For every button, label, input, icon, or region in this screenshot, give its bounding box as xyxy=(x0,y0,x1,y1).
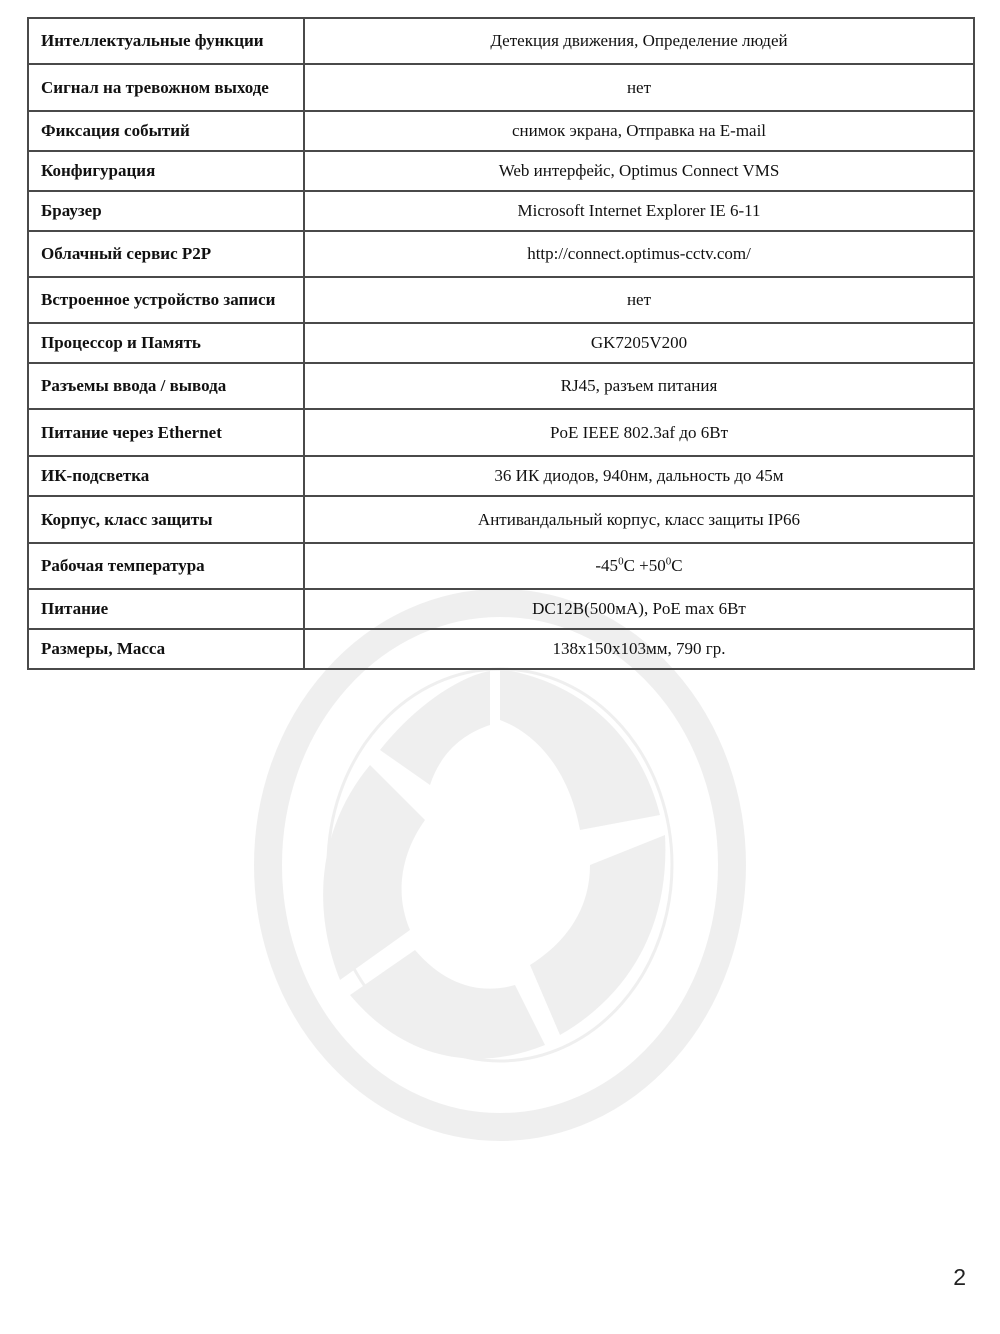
spec-value: GK7205V200 xyxy=(304,323,974,363)
spec-label: Питание xyxy=(28,589,304,629)
spec-label: Процессор и Память xyxy=(28,323,304,363)
table-row xyxy=(28,191,974,231)
degree-sup: 0 xyxy=(665,555,672,568)
degree-sup: 0 xyxy=(618,555,624,568)
spec-value: нет xyxy=(304,64,974,111)
spec-value-temperature xyxy=(304,543,974,589)
temp-unit: C xyxy=(623,556,635,575)
spec-label: Облачный сервис P2P xyxy=(28,231,304,277)
temp-unit: C xyxy=(671,556,683,575)
spec-label: Фиксация событий xyxy=(28,111,304,151)
table-row xyxy=(28,456,974,496)
table-row xyxy=(28,496,974,543)
spec-value: Детекция движения, Определение людей xyxy=(304,18,974,64)
table-row xyxy=(28,409,974,456)
table-row xyxy=(28,277,974,323)
spec-value: Антивандальный корпус, класс защиты IP66 xyxy=(304,496,974,543)
page-number: 2 xyxy=(953,1264,966,1290)
spec-value: RJ45, разъем питания xyxy=(304,363,974,409)
table-row xyxy=(28,64,974,111)
spec-table xyxy=(27,17,975,670)
table-row xyxy=(28,589,974,629)
spec-label: Питание через Ethernet xyxy=(28,409,304,456)
table-row xyxy=(28,151,974,191)
spec-value: http://connect.optimus-cctv.com/ xyxy=(304,231,974,277)
spec-value: нет xyxy=(304,277,974,323)
table-row xyxy=(28,543,974,589)
spec-value: 36 ИК диодов, 940нм, дальность до 45м xyxy=(304,456,974,496)
table-row xyxy=(28,629,974,669)
spec-value: Microsoft Internet Explorer IE 6-11 xyxy=(304,191,974,231)
spec-label: Конфигурация xyxy=(28,151,304,191)
spec-value: снимок экрана, Отправка на E-mail xyxy=(304,111,974,151)
spec-label: Браузер xyxy=(28,191,304,231)
table-row xyxy=(28,111,974,151)
table-row xyxy=(28,323,974,363)
spec-value: DC12В(500мА), PoE max 6Вт xyxy=(304,589,974,629)
spec-label: Корпус, класс защиты xyxy=(28,496,304,543)
table-row xyxy=(28,363,974,409)
spec-label: Встроенное устройство записи xyxy=(28,277,304,323)
spec-label: Рабочая температура xyxy=(28,543,304,589)
table-row xyxy=(28,18,974,64)
spec-label: Интеллектуальные функции xyxy=(28,18,304,64)
spec-label: Разъемы ввода / вывода xyxy=(28,363,304,409)
spec-label: Размеры, Масса xyxy=(28,629,304,669)
spec-value: 138x150x103мм, 790 гр. xyxy=(304,629,974,669)
temp-max: +50 xyxy=(639,556,666,575)
spec-label: ИК-подсветка xyxy=(28,456,304,496)
temp-min: -45 xyxy=(595,556,619,575)
spec-value: Web интерфейс, Optimus Connect VMS xyxy=(304,151,974,191)
table-row xyxy=(28,231,974,277)
spec-label: Сигнал на тревожном выходе xyxy=(28,64,304,111)
spec-value: PoE IEEE 802.3af до 6Вт xyxy=(304,409,974,456)
